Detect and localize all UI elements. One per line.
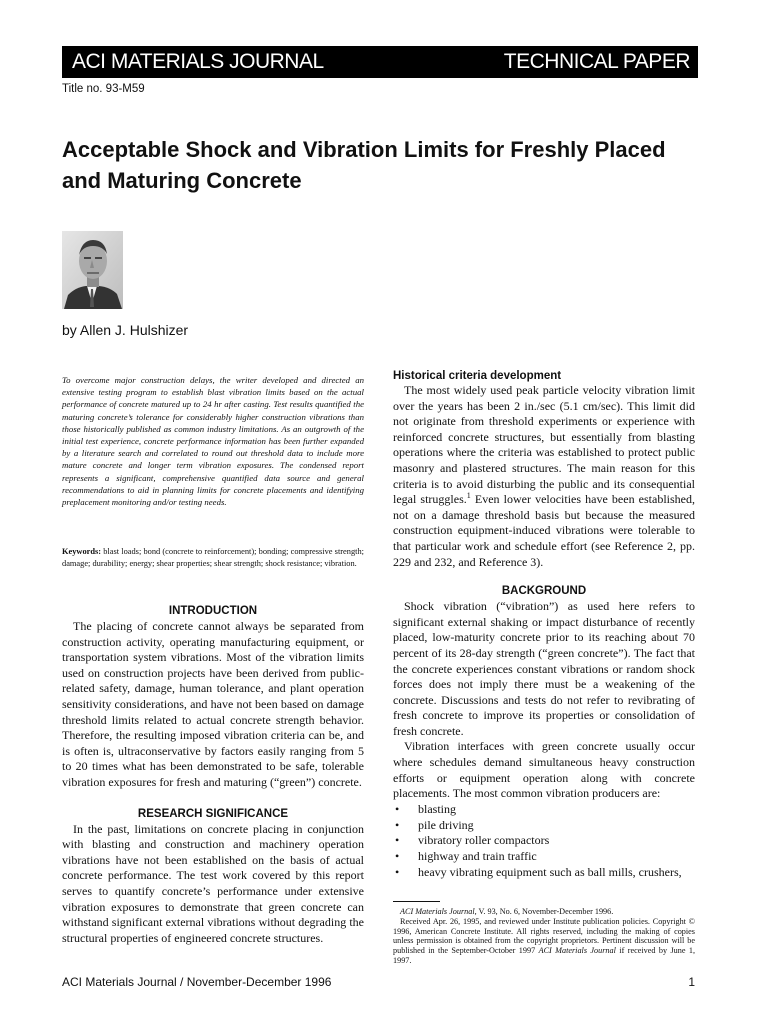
footnote xyxy=(393,907,695,966)
research-significance-heading: RESEARCH SIGNIFICANCE xyxy=(137,807,289,820)
footer-journal-issue: ACI Materials Journal / November-December 1996 xyxy=(62,975,332,989)
list-item: • pile driving xyxy=(393,818,695,834)
keywords-label: Keywords: xyxy=(62,547,102,556)
list-item: • blasting xyxy=(393,802,695,818)
reference-superscript: 1 xyxy=(466,491,471,501)
historical-text: The most widely used peak particle velocity vibration limit over the years has been 2 in./sec (5.1 cm/sec). This limit did not originate from threshold experiments or experience with reinforced concrete structures, but essentially from blasting operations where the criteria was established to protect public masonry and plastered structures. The main reason for this criteria is to avoid disturbing the public and its consequential legal struggles. xyxy=(393,383,695,507)
list-item: • heavy vibrating equipment such as ball mills, crushers, xyxy=(393,865,695,881)
list-item: • highway and train traffic xyxy=(393,849,695,865)
vibration-producers-list xyxy=(393,802,695,881)
footnote-issue: , V. 93, No. 6, November-December 1996. xyxy=(474,907,614,916)
paper-title: Acceptable Shock and Vibration Limits for Freshly Placed and Maturing Concrete xyxy=(62,137,666,193)
footnote-deadline: if received by June 1, 1997. xyxy=(393,946,696,965)
footnote-journal-name-2: ACI Materials Journal xyxy=(538,946,616,956)
section-label: TECHNICAL PAPER xyxy=(503,50,690,73)
author-byline: by Allen J. Hulshizer xyxy=(62,322,189,338)
footnote-rule xyxy=(393,901,440,902)
keywords-text: blast loads; bond (concrete to reinforcement); bonding; compressive strength; damage; durability; energy; shear properties; shear strength; shock resistance; vibration. xyxy=(62,547,364,569)
page-number: 1 xyxy=(688,975,695,989)
background-heading: BACKGROUND xyxy=(501,585,587,598)
footnote-copyright: Received Apr. 26, 1995, and reviewed under Institute publication policies. Copyright © 1996, American Concrete Institute. All rights reserved, including the making of copies unless permission is obtained from the copyright proprietors. Pertinent discussion will be published in the September-October 1997 xyxy=(393,916,695,956)
journal-name: ACI MATERIALS JOURNAL xyxy=(72,50,324,73)
research-significance-paragraph: In the past, limitations on concrete placing in conjunction with blasting and construction and machinery operation vibrations have not been established on the basis of actual concrete performance. The test work covered by this report serves to quantify concrete’s performance under extensive vibration exposures to demonstrate that green concrete can withstand significant external vibrations without degrading the structural properties of engineered concrete structures. xyxy=(62,821,364,945)
background-paragraph-2: Vibration interfaces with green concrete usually occur where schedules demand simultaneous heavy construction efforts or equipment operation along with concrete placements. The most common vibration producers are: xyxy=(393,739,695,801)
abstract: To overcome major construction delays, the writer developed and directed an extensive testing program to establish blast vibration limits based on the actual performance of concrete matured up to 24 hr after casting. Test results quantified the maturing concrete’s tolerance for considerably higher construction vibrations than those historically published as common industry limitations. As an outgrowth of the initial test experience, concrete performance information has been further expanded by a literature search and correlated to round out threshold data to include more mature concrete and longer term vibration exposures. The condensed report represents a significant, comprehensive quantified data source and general recommendations to aid in planning limits for concrete placements and identifying preplacement monitoring and/or testing needs. xyxy=(62,375,364,508)
historical-paragraph xyxy=(393,383,695,570)
background-paragraph-1: Shock vibration (“vibration”) as used here refers to significant external shaking or impact disturbance of recently placed, low-maturity concrete prior to its reaching about 70 percent of its 28-day strength (“green concrete”). The fact that the concrete experiences constant vibrations or random shock forces does not imply there must be a weakening of the concrete. Discussions and tests do not refer to revibrating of fresh concrete to improve its properties or consolidation of fresh concrete. xyxy=(393,599,695,738)
left-column xyxy=(62,604,364,946)
list-item: • vibratory roller compactors xyxy=(393,833,695,849)
historical-text-continued: Even lower velocities have been established, not on a damage threshold basis but because the measured construction equipment-induced vibrations were tolerable to that particular work and schedule effort (see Reference 2, pp. 229 and 232, and Reference 3). xyxy=(393,492,695,569)
title-number: Title no. 93-M59 xyxy=(62,83,145,95)
keywords xyxy=(62,546,364,570)
introduction-paragraph: The placing of concrete cannot always be separated from construction activity, operating manufacturing equipment, or transportation system vibrations. Most of the vibration limits used on construction projects have been derived from public-related safety, damage, human tolerance, and plant operation sensitivity considerations, and have not been based on damage threshold limits related to actual concrete strength behavior. Therefore, the resulting imposed vibration criteria can be, and is often is, ultraconservative by factors easily ranging from 5 to 20 times what has been demonstrated to be safe, tolerable vibration exposures for fresh and maturing (“green”) concrete. xyxy=(62,619,364,789)
historical-heading: Historical criteria development xyxy=(393,370,562,382)
author-portrait xyxy=(62,231,123,309)
footnote-journal-name: ACI Materials Journal xyxy=(400,907,475,916)
introduction-heading: INTRODUCTION xyxy=(168,605,258,617)
journal-header-bar xyxy=(62,46,698,78)
right-column xyxy=(393,369,695,881)
footnote-line-1 xyxy=(393,907,613,916)
